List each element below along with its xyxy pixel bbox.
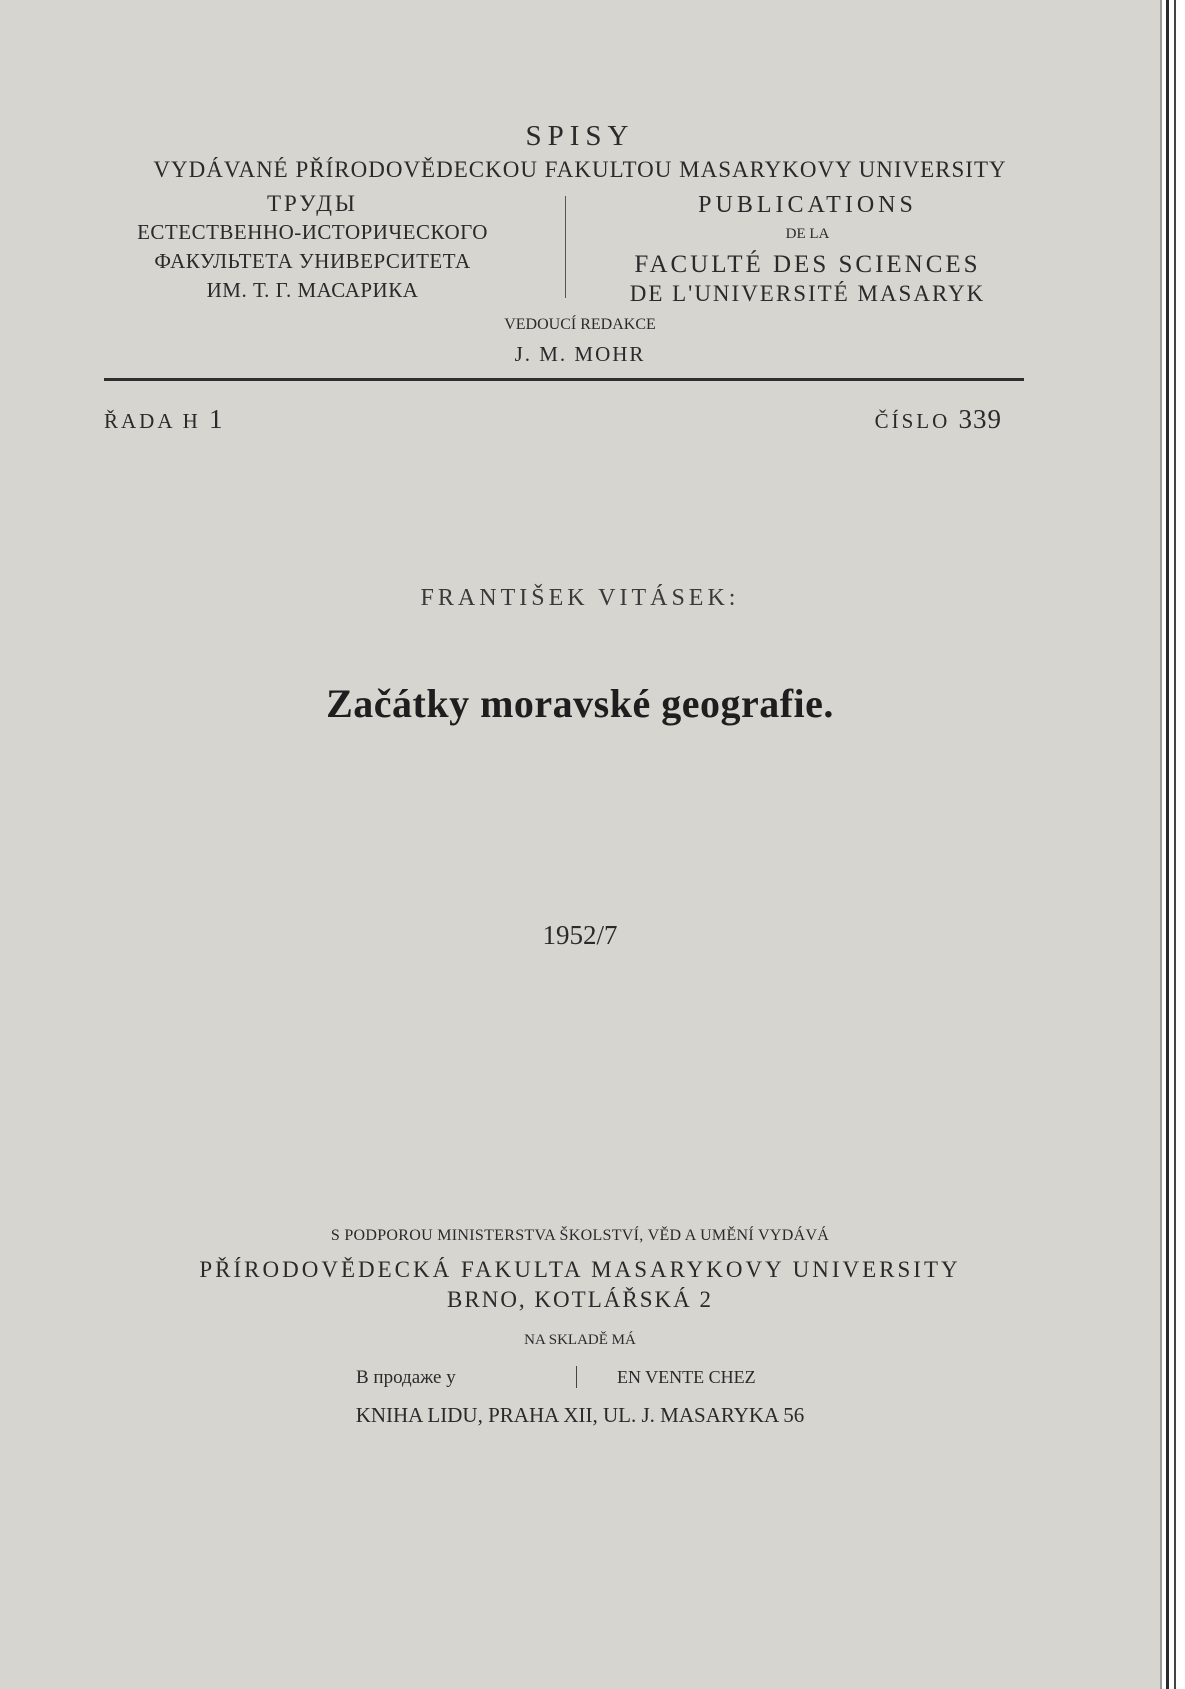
header-column-divider [565, 196, 566, 298]
russian-title-line-4: ИМ. Т. Г. МАСАРИКА [206, 278, 419, 302]
page-edge-shadow-secondary [1174, 0, 1176, 1689]
french-title-line-4: DE L'UNIVERSITÉ MASARYK [629, 281, 986, 306]
footer-stock-label: NA SKLADĚ MÁ [524, 1332, 636, 1348]
footer-address-line: BRNO, KOTLÁŘSKÁ 2 [447, 1287, 713, 1312]
series-cislo [875, 404, 1002, 435]
cislo-label: ČÍSLO [874, 409, 951, 433]
footer-divider [576, 1366, 577, 1388]
russian-title-line-3: ФАКУЛЬТЕТА УНИВЕРСИТЕТА [154, 249, 471, 273]
publication-year: 1952/7 [542, 920, 618, 950]
footer-faculty-line: PŘÍRODOVĚDECKÁ FAKULTA MASARYKOVY UNIVERSITY [199, 1257, 961, 1282]
header-rule [104, 378, 1024, 381]
cislo-value: 339 [958, 404, 1002, 434]
footer-distributor-line: KNIHA LIDU, PRAHA XII, UL. J. MASARYKA 56 [355, 1403, 805, 1427]
french-title-line-1: PUBLICATIONS [698, 192, 917, 218]
series-rada [104, 404, 224, 435]
author-name: FRANTIŠEK VITÁSEK: [420, 585, 740, 611]
publisher-line: VYDÁVANÉ PŘÍRODOVĚDECKOU FAKULTOU MASARYKOVY UNIVERSITY [153, 157, 1007, 182]
russian-title-line-1: ТРУДЫ [267, 191, 358, 216]
rada-label: ŘADA H [104, 409, 201, 433]
page-edge-shadow [1166, 0, 1169, 1689]
document-title: Začátky moravské geografie. [326, 681, 834, 726]
french-title-line-3: FACULTÉ DES SCIENCES [634, 251, 981, 278]
footer-support-line: S PODPOROU MINISTERSTVA ŠKOLSTVÍ, VĚD A UMĚNÍ VYDÁVÁ [330, 1227, 830, 1244]
russian-title-line-2: ЕСТЕСТВЕННО-ИСТОРИЧЕСКОГО [137, 220, 488, 244]
editor-name: J. M. MOHR [514, 342, 646, 366]
footer-russian-sale: В продаже у [356, 1367, 456, 1388]
french-title-line-2: DE LA [785, 226, 830, 242]
editor-label: VEDOUCÍ REDAKCE [504, 316, 656, 333]
footer-french-sale: EN VENTE CHEZ [617, 1367, 756, 1387]
rada-value: 1 [209, 404, 224, 434]
series-name: SPISY [525, 120, 635, 152]
